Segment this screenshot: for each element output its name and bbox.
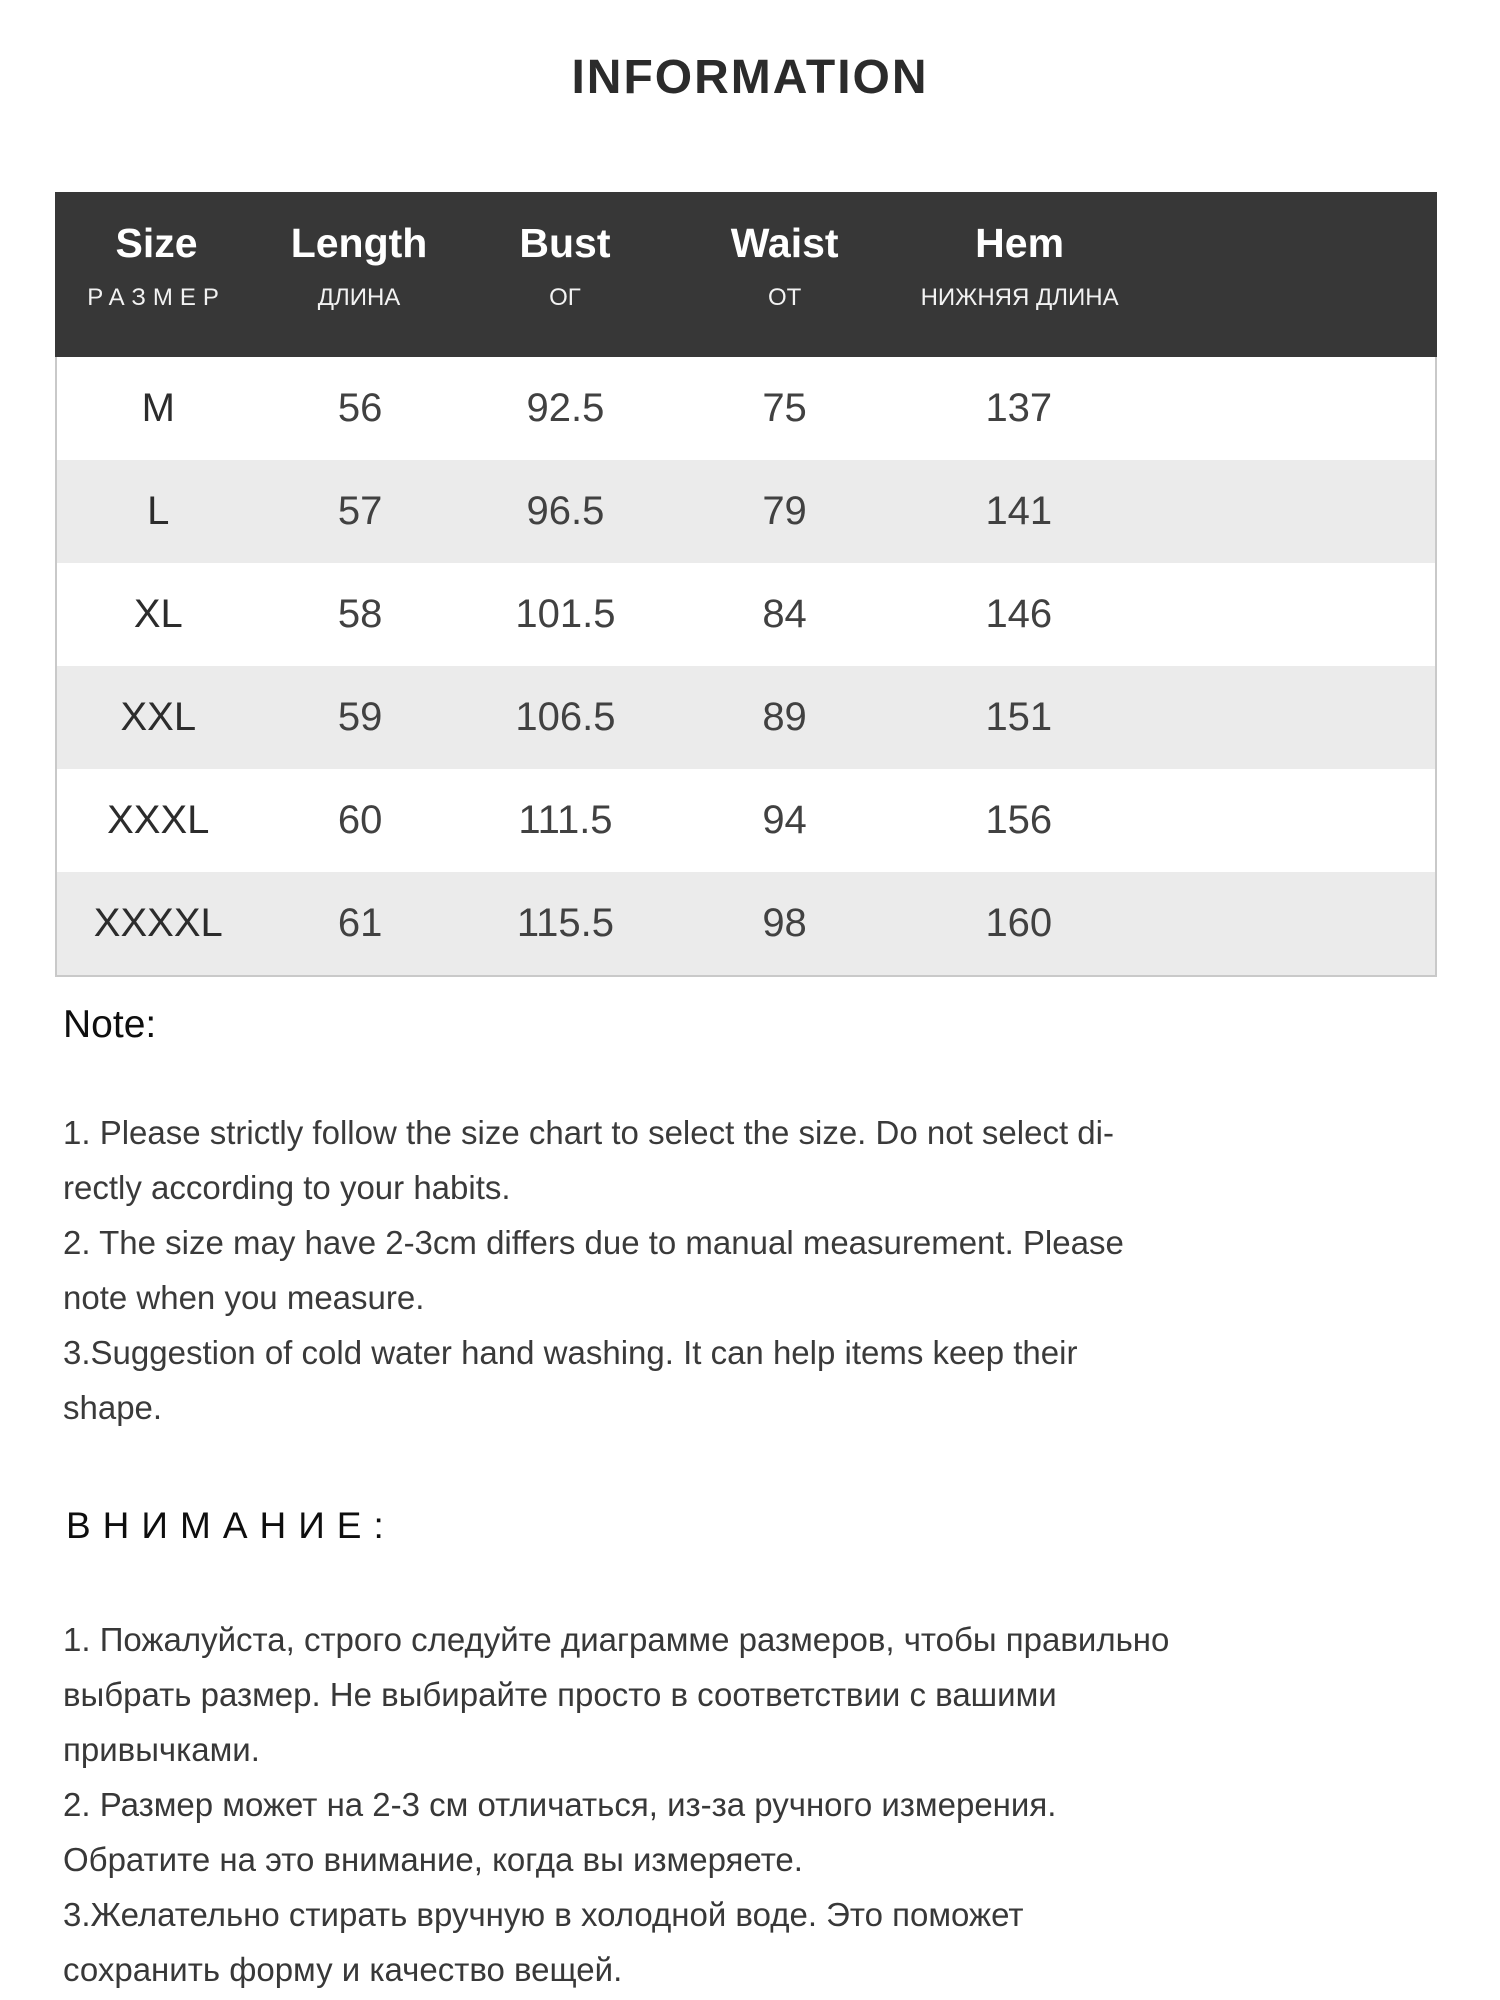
waist-cell: 79 bbox=[762, 489, 807, 533]
col-header-hem bbox=[899, 192, 1139, 357]
col-label-waist: Waist bbox=[730, 220, 839, 266]
note-body-ru bbox=[63, 1612, 1169, 1997]
hem-cell: 151 bbox=[985, 695, 1053, 739]
bust-cell: 115.5 bbox=[516, 901, 615, 945]
length-cell: 59 bbox=[337, 695, 383, 739]
bust-cell: 92.5 bbox=[526, 386, 605, 430]
length-cell: 60 bbox=[337, 798, 383, 842]
table-row-m bbox=[57, 357, 1435, 460]
table-row-xxxl bbox=[57, 769, 1435, 872]
bust-cell: 111.5 bbox=[518, 798, 613, 842]
col-header-size bbox=[55, 192, 258, 357]
hem-cell: 156 bbox=[985, 798, 1053, 842]
col-sublabel-hem: НИЖНЯЯ ДЛИНА bbox=[920, 284, 1119, 311]
col-label-bust: Bust bbox=[519, 220, 611, 266]
col-header-waist bbox=[670, 192, 899, 357]
size-table-body bbox=[55, 357, 1437, 977]
size-table bbox=[55, 192, 1437, 977]
note-ru-line: выбрать размер. Не выбирайте просто в соответствии с вашими bbox=[63, 1676, 1057, 1713]
hem-cell: 160 bbox=[985, 901, 1053, 945]
waist-cell: 89 bbox=[762, 695, 807, 739]
note-en-line: rectly according to your habits. bbox=[63, 1169, 511, 1206]
bust-cell: 106.5 bbox=[515, 695, 616, 739]
note-en-line: shape. bbox=[63, 1389, 163, 1426]
hem-cell: 137 bbox=[985, 386, 1053, 430]
waist-cell: 84 bbox=[762, 592, 807, 636]
col-header-filler bbox=[1140, 192, 1437, 357]
length-cell: 61 bbox=[337, 901, 383, 945]
note-ru-line: 3.Желательно стирать вручную в холодной воде. Это поможет bbox=[63, 1896, 1024, 1933]
note-ru-line: привычками. bbox=[63, 1731, 260, 1768]
waist-cell: 75 bbox=[762, 386, 807, 430]
hem-cell: 141 bbox=[985, 489, 1053, 533]
size-table-header bbox=[55, 192, 1437, 357]
table-row-xxl bbox=[57, 666, 1435, 769]
size-cell: L bbox=[147, 489, 170, 533]
bust-cell: 96.5 bbox=[526, 489, 605, 533]
length-cell: 58 bbox=[337, 592, 383, 636]
note-ru-line: сохранить форму и качество вещей. bbox=[63, 1951, 623, 1988]
col-label-length: Length bbox=[290, 220, 428, 266]
size-cell: XXL bbox=[120, 695, 197, 739]
note-body-en bbox=[63, 1105, 1124, 1435]
length-cell: 56 bbox=[337, 386, 383, 430]
table-row-xl bbox=[57, 563, 1435, 666]
size-cell: XXXL bbox=[107, 798, 210, 842]
col-sublabel-waist: ОТ bbox=[768, 284, 802, 311]
hem-cell: 146 bbox=[985, 592, 1053, 636]
size-cell: XL bbox=[133, 592, 183, 636]
note-ru-line: Обратите на это внимание, когда вы измеряете. bbox=[63, 1841, 803, 1878]
page-title: INFORMATION bbox=[571, 51, 929, 104]
col-sublabel-bust: ОГ bbox=[549, 284, 581, 311]
size-cell: M bbox=[141, 386, 175, 430]
waist-cell: 98 bbox=[762, 901, 807, 945]
length-cell: 57 bbox=[337, 489, 383, 533]
note-en-line: 1. Please strictly follow the size chart to select the size. Do not select di- bbox=[63, 1114, 1114, 1151]
size-cell: XXXXL bbox=[93, 901, 223, 945]
note-heading-en: Note: bbox=[63, 1003, 157, 1046]
note-ru-line: 1. Пожалуйста, строго следуйте диаграмме размеров, чтобы правильно bbox=[63, 1621, 1170, 1658]
col-header-length bbox=[258, 192, 460, 357]
col-header-bust bbox=[460, 192, 670, 357]
note-en-line: 2. The size may have 2-3cm differs due to manual measurement. Please bbox=[63, 1224, 1124, 1261]
col-label-hem: Hem bbox=[975, 220, 1065, 266]
table-row-l bbox=[57, 460, 1435, 563]
note-en-line: note when you measure. bbox=[63, 1279, 425, 1316]
note-ru-line: 2. Размер может на 2-3 см отличаться, из-за ручного измерения. bbox=[63, 1786, 1057, 1823]
col-sublabel-length: ДЛИНА bbox=[317, 284, 401, 311]
note-en-line: 3.Suggestion of cold water hand washing. It can help items keep their bbox=[63, 1334, 1078, 1371]
note-heading-ru: ВНИМАНИЕ: bbox=[66, 1505, 396, 1546]
waist-cell: 94 bbox=[762, 798, 807, 842]
bust-cell: 101.5 bbox=[515, 592, 616, 636]
col-label-size: Size bbox=[115, 220, 198, 266]
col-sublabel-size: РАЗМЕР bbox=[87, 284, 226, 311]
table-row-xxxxl bbox=[57, 872, 1435, 975]
